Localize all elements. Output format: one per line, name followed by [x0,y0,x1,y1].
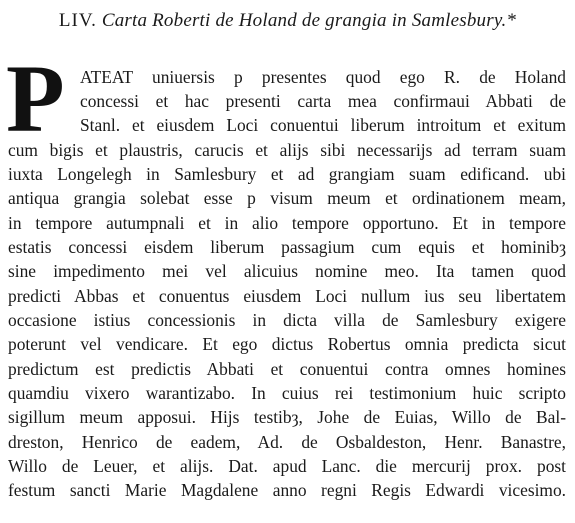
text-line-14: quamdiu vixero warantizabo. In cuius rei testimonium huic scripto [8,383,566,403]
charter-number: LIV. [58,10,97,31]
text-line-7: in tempore autumpnali et in alio tempore opportuno. Et in tempore [8,213,566,233]
text-line-13: predictum est predictis Abbati et conuentui contra omnes homines [8,359,566,379]
text-line-18: festum sancti Marie Magdalene anno regni Regis Edwardi vicesimo. [8,480,566,500]
text-line-16: dreston, Henrico de eadem, Ad. de Osbaldeston, Henr. Banastre, [8,432,566,452]
text-line-11: occasione istius concessionis in dicta villa de Samlesbury exigere [8,310,566,330]
text-line-6: antiqua grangia solebat esse p visum meum et ordinationem meam, [8,188,566,208]
text-line-17: Willo de Leuer, et alijs. Dat. apud Lanc. die mercurij prox. post [8,456,566,476]
text-line-3: Stanl. et eiusdem Loci conuentui liberum introitum et exitum [80,115,566,135]
charter-title: Carta Roberti de Holand de grangia in Samlesbury.* [101,10,517,31]
drop-cap: P [6,45,65,152]
text-line-9: sine impedimento mei vel alicuius nomine meo. Ita tamen quod [8,261,566,281]
text-line-4: cum bigis et plaustris, carucis et alijs sibi necessarijs ad terram suam [8,140,566,160]
text-line-10: predicti Abbas et conuentus eiusdem Loci nullum ius seu libertatem [8,286,566,306]
text-line-2: concessi et hac presenti carta mea confirmaui Abbati de [80,91,566,111]
text-line-15: sigillum meum apposui. Hijs testibȝ, Johe de Euias, Willo de Bal- [8,407,566,427]
text-line-5: iuxta Longelegh in Samlesbury et ad grangiam suam edificand. ubi [8,164,566,184]
text-line-12: poterunt vel vendicare. Et ego dictus Robertus omnia predicta sicut [8,334,566,354]
text-line-1: ATEAT uniuersis p presentes quod ego R. de Holand [80,67,566,87]
text-line-8: estatis concessi eisdem liberum passagium cum equis et hominibȝ [8,237,566,257]
charter-heading [0,10,575,32]
